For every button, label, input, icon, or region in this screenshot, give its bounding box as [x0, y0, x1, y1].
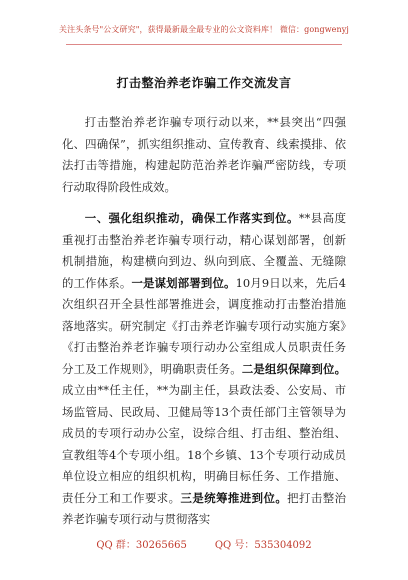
- lead-1: 一是谋划部署到位。: [131, 275, 236, 290]
- contact-footer: [0, 536, 408, 551]
- section-1-text-d: 把打击整治养老诈骗专项行动与贯彻落实: [62, 490, 346, 526]
- document-title: 打击整治养老诈骗工作交流发言: [116, 76, 292, 90]
- lead-2: 二是组织保障到位。: [241, 361, 346, 376]
- promo-header: 关注头条号"公文研究"，获得最新最全最专业的公文资料库！ 微信：gongwenyj: [59, 25, 349, 34]
- section-1-text-b: 10月9日以来，先后4次组织召开全县性部署推进会，调度推动打击整治措施落地落实。研究制定《打击养老诈骗专项行动实施方案》《打击整治养老诈骗专项行动办公室组成人员职责任务分工及工作规则》，明确职责任务。: [62, 275, 346, 376]
- qq-number: QQ 号：535304092: [214, 540, 312, 551]
- section-1-text-a: **县高度重视打击整治养老诈骗专项行动，精心谋划部署，创新机制措施，构建横向到边、纵向到底、全覆盖、无缝隙的工作体系。: [62, 211, 346, 290]
- qq-group: QQ 群：30265665: [96, 540, 187, 551]
- section-1-paragraph: [62, 208, 346, 531]
- header-divider: [66, 44, 342, 45]
- section-1-heading: 一、强化组织推动，确保工作落实到位。: [84, 211, 299, 225]
- intro-paragraph: 打击整治养老诈骗专项行动以来，**县突出“四强化、四确保”，抓实组织推动、宣传教育、线索摸排、依法打击等措施，构建起防范治养老诈骗严密防线，专项行动取得阶段性成效。: [62, 115, 346, 194]
- lead-3: 三是统筹推进到位。: [180, 490, 288, 505]
- section-1-text-c: 成立由**任主任，**为副主任，县政法委、公安局、市场监管局、民政局、卫健局等13个责任部门主管领导为成员的专项行动办公室，设综合组、打击组、整治组、宣教组等4个专项小组。18个乡镇、13个专项行动成员单位设立相应的组织机构，明确目标任务、工作措施、责任分工和工作要求。: [62, 383, 346, 505]
